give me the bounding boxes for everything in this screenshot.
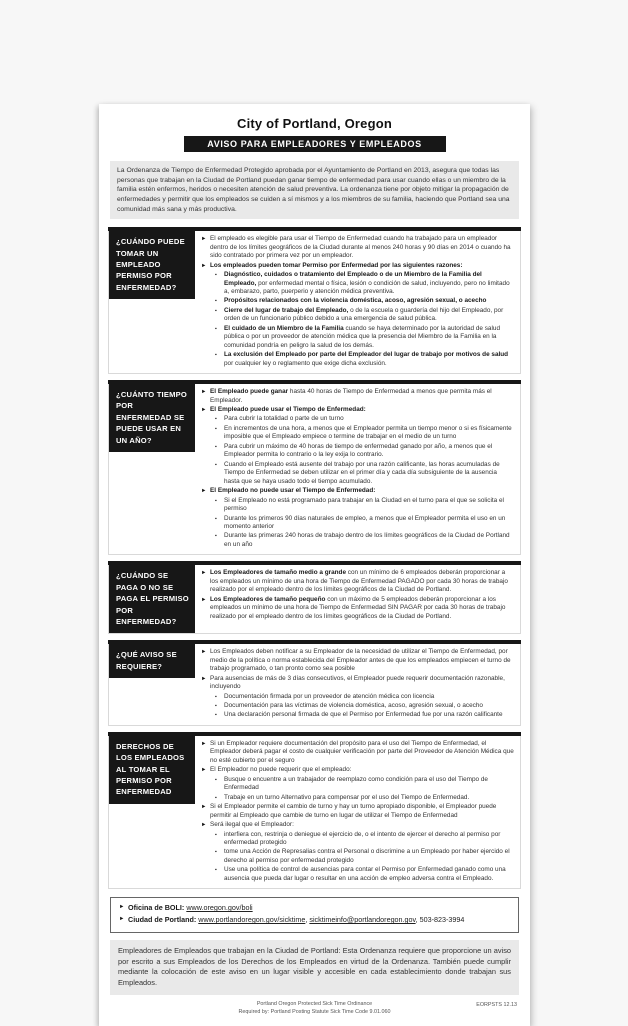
square-bullet-icon: ▪ <box>215 849 217 856</box>
bullet-item <box>201 487 514 496</box>
contact-box <box>110 897 519 933</box>
section-body <box>108 644 521 726</box>
section-cuanto-tiempo <box>108 380 521 555</box>
intro-paragraph: La Ordenanza de Tiempo de Enfermedad Protegido aprobada por el Ayuntamiento de Portland en 2013, asegura que todas las personas que trabajan en la Ciudad de Portland puedan ganar tiempo de enfermedad para usar cuando ellas o un miembro de la familia estén enfermos, heridos o necesiten atención de salud preventiva. La ordenanza tiene por objeto mitigar la propagación de enfermedades y permitir que los empleados se cuiden a sí mismos y a los miembros de su familia, haciendo que Portland sea una comunidad más sana y más productiva. <box>110 161 519 219</box>
bullet-item <box>201 766 514 775</box>
bullet-item <box>215 325 514 350</box>
section-content <box>195 384 520 554</box>
arrow-bullet-icon: ► <box>201 804 207 811</box>
square-bullet-icon: ▪ <box>215 272 217 279</box>
square-bullet-icon: ▪ <box>215 461 217 468</box>
bullet-text: Cierre del lugar de trabajo del Empleado, o de la escuela o guardería del hijo del Empleado, por orden de un funcionario público debido a una emergencia de salud pública. <box>224 306 504 323</box>
section-que-aviso <box>108 640 521 726</box>
square-bullet-icon: ▪ <box>215 831 217 838</box>
bullet-text: Si el Empleado no está programado para trabajar en la Ciudad en el turno para el que se solicita el permiso <box>224 496 504 513</box>
bullet-text: El empleado es elegible para usar el Tiempo de Enfermedad cuando ha trabajado para un empleador dentro de los límites geográficos de la Ciudad durante al menos 240 horas y 90 días en 2014 o cuando ha sido contratado por primera vez por un empleador. <box>210 235 511 260</box>
section-body <box>108 384 521 555</box>
contact-link[interactable]: sicktimeinfo@portlandoregon.gov <box>309 915 416 925</box>
square-bullet-icon: ▪ <box>215 794 217 801</box>
arrow-bullet-icon: ► <box>201 406 207 413</box>
square-bullet-icon: ▪ <box>215 776 217 783</box>
bullet-item <box>201 821 514 830</box>
bullet-text: Diagnóstico, cuidados o tratamiento del Empleado o de un Miembro de la Familia del Empleado, por enfermedad mental o física, lesión o condición de salud, incluyendo, pero no limitado a, embarazo, parto, puerperio y atención médica preventiva. <box>224 271 510 295</box>
bullet-text: Propósitos relacionados con la violencia doméstica, acoso, agresión sexual, o acecho <box>224 297 487 305</box>
square-bullet-icon: ▪ <box>215 425 217 432</box>
contact-link[interactable]: www.portlandoregon.gov/sicktime <box>198 915 306 925</box>
sections-container <box>108 227 521 889</box>
bullet-item <box>215 497 514 514</box>
bullet-text: Use una política de control de ausencias para contar el Permiso por Enfermedad ganado como una ausencia que pueda dar lugar o resultar en una acción de empleo adversa contra el Empleado. <box>224 866 506 882</box>
bullet-text: Para cubrir la totalidad o parte de un turno <box>224 415 344 423</box>
arrow-bullet-icon: ► <box>201 389 207 396</box>
bullet-item <box>215 443 514 460</box>
bullet-item <box>201 648 514 673</box>
bullet-item <box>215 307 514 324</box>
bullet-text: Para cubrir un máximo de 40 horas de tiempo de enfermedad ganado por año, a menos que el Empleador permita lo contrario o la ley exija lo contrario. <box>224 442 493 459</box>
section-content <box>195 736 520 888</box>
bullet-item <box>215 415 514 423</box>
bullet-text: Será ilegal que el Empleador: <box>210 821 294 829</box>
bullet-item <box>215 297 514 305</box>
poster-page <box>99 104 530 1026</box>
bullet-item <box>201 262 514 271</box>
square-bullet-icon: ▪ <box>215 416 217 423</box>
square-bullet-icon: ▪ <box>215 693 217 700</box>
square-bullet-icon: ▪ <box>215 533 217 540</box>
bullet-item <box>215 425 514 442</box>
arrow-bullet-icon: ► <box>201 740 207 747</box>
section-heading: ¿CUÁNDO PUEDE TOMAR UN EMPLEADO PERMISO POR ENFERMEDAD? <box>109 231 195 299</box>
arrow-bullet-icon: ► <box>201 488 207 495</box>
section-content <box>195 231 520 373</box>
square-bullet-icon: ▪ <box>215 703 217 710</box>
bullet-text: Los Empleadores de tamaño pequeño con un máximo de 5 empleados deberán proporcionar a los empleados un mínimo de una hora de Tiempo de Enfermedad SIN PAGAR por cada 30 horas de trabajo realizado por el empleado dentro de los límites geográficos de la Ciudad de Portland. <box>210 595 506 620</box>
fineprint-code: EORPSTS 12.13 <box>476 1001 517 1008</box>
bullet-text: Trabaje en un turno Alternativo para compensar por el uso del Tiempo de Enfermedad. <box>224 793 470 801</box>
section-content <box>195 644 520 725</box>
bullet-text: Los Empleados deben notificar a su Empleador de la necesidad de utilizar el Tiempo de Enfermedad, por medio de la política o norma establecida del Empleador antes de que los empleados empiecen el turno de trabajo programado, o tan pronto como sea posible <box>210 648 511 673</box>
bullet-item <box>215 515 514 532</box>
fineprint-line2: Required by: Portland Posting Statute Sick Time Code 9.01.060 <box>238 1008 391 1015</box>
bullet-text: Los empleados pueden tomar Permiso por Enfermedad por las siguientes razones: <box>210 261 463 269</box>
bullet-item <box>215 848 514 865</box>
contact-link[interactable]: www.oregon.gov/boli <box>186 903 253 913</box>
bullet-text: Durante las primeras 240 horas de trabajo dentro de los límites geográficos de la Ciudad de Portland en un año <box>224 532 510 548</box>
bullet-item <box>215 532 514 549</box>
bullet-item <box>215 351 514 368</box>
bullet-text: Si el Empleador permite el cambio de turno y hay un turno apropiado disponible, el Empleador puede permitir al Empleado que cambie de turno en lugar de utilizar el Tiempo de Enfermedad <box>210 803 497 819</box>
bullet-item <box>201 569 514 594</box>
bullet-text: tome una Acción de Represalias contra el Personal o discrimine a un Empleado por haber ejercido el derecho al permiso por enfermedad protegido <box>224 848 510 864</box>
page-title: City of Portland, Oregon <box>236 116 393 131</box>
bullet-item <box>201 740 514 765</box>
bullet-text: Cuando el Empleado está ausente del trabajo por una razón calificante, las horas acumuladas de Tiempo de Enfermedad se deben utilizar en el primer día y cada día subsiguiente de la ausencia hasta que se haya usado todo el tiempo acumulado. <box>224 460 500 485</box>
bullet-text: Busque o encuentre a un trabajador de reemplazo como condición para el uso del Tiempo de Enfermedad <box>224 775 488 792</box>
section-heading: ¿CUÁNDO SE PAGA O NO SE PAGA EL PERMISO POR ENFERMEDAD? <box>109 565 195 633</box>
arrow-bullet-icon: ► <box>201 236 207 243</box>
bullet-item <box>201 235 514 260</box>
arrow-bullet-icon: ► <box>119 916 125 923</box>
bullet-item <box>215 461 514 486</box>
section-heading: ¿CUÁNTO TIEMPO POR ENFERMEDAD SE PUEDE USAR EN UN AÑO? <box>109 384 195 452</box>
bullet-text: La exclusión del Empleado por parte del Empleador del lugar de trabajo por motivos de salud por cualquier ley o reglamento que exige dicha exclusión. <box>224 351 509 367</box>
bullet-text: El Empleado puede usar el Tiempo de Enfermedad: <box>210 405 366 413</box>
bullet-item <box>215 866 514 883</box>
square-bullet-icon: ▪ <box>215 515 217 522</box>
arrow-bullet-icon: ► <box>119 904 125 911</box>
arrow-bullet-icon: ► <box>201 570 207 577</box>
section-cuando-puede-tomar <box>108 227 521 374</box>
square-bullet-icon: ▪ <box>215 497 217 504</box>
square-bullet-icon: ▪ <box>215 443 217 450</box>
bullet-text: El Empleado puede ganar hasta 40 horas de Tiempo de Enfermedad a menos que permita más el Empleador. <box>210 388 492 404</box>
square-bullet-icon: ▪ <box>215 298 217 305</box>
bullet-text: El cuidado de un Miembro de la Familia cuando se haya determinado por la autoridad de salud pública o por un proveedor de atención médica que la presencia del Miembro de la Familia en la comunidad pondría en peligro la salud de los demás. <box>224 324 500 349</box>
bullet-text: Una declaración personal firmada de que el Permiso por Enfermedad fue por una razón calificante <box>224 711 503 719</box>
bullet-item <box>201 388 514 405</box>
section-derechos <box>108 732 521 889</box>
bullet-item <box>201 596 514 621</box>
square-bullet-icon: ▪ <box>215 712 217 719</box>
arrow-bullet-icon: ► <box>201 822 207 829</box>
bullet-text: Durante los primeros 90 días naturales de empleo, a menos que el Empleador permita el uso en un momento anterior <box>224 514 506 530</box>
bullet-text: Documentación para las víctimas de violencia doméstica, acoso, agresión sexual, o acecho <box>224 702 483 710</box>
bullet-item <box>215 831 514 848</box>
section-body <box>108 565 521 634</box>
bullet-text: En incrementos de una hora, a menos que el Empleador permita un tiempo menor o si es físicamente imposible que el Empleado empiece o termine de trabajar en el medio de un turno <box>224 424 512 441</box>
bullet-text: Los Empleadores de tamaño medio a grande con un mínimo de 6 empleados deberán proporcionar a los empleados un mínimo de una hora de Tiempo de Enfermedad PAGADO por cada 30 horas de trabajo realizado por el empleado dentro de los límites geográficos de la Ciudad de Portland. <box>210 569 508 594</box>
bullet-item <box>215 794 514 802</box>
header-banner: AVISO PARA EMPLEADORES Y EMPLEADOS <box>184 136 446 152</box>
fineprint-row <box>108 1000 521 1018</box>
contact-item <box>119 903 510 914</box>
square-bullet-icon: ▪ <box>215 352 217 359</box>
bullet-text: Documentación firmada por un proveedor de atención médica con licencia <box>224 692 435 700</box>
arrow-bullet-icon: ► <box>201 262 207 269</box>
bullet-item <box>215 702 514 710</box>
bullet-item <box>201 675 514 692</box>
employer-notice: Empleadores de Empleados que trabajan en la Ciudad de Portland: Esta Ordenanza requiere que proporcione un aviso por escrito a sus Empleados de los Derechos de los Empleados en virtud de la Ordenanza. También puede cumplir mediante la colocación de este aviso en un lugar visible y accesible en cada establecimiento donde trabajan sus Empleados. <box>110 940 519 995</box>
bullet-text: El Empleado no puede usar el Tiempo de Enfermedad: <box>210 487 376 495</box>
bullet-item <box>215 711 514 719</box>
square-bullet-icon: ▪ <box>215 867 217 874</box>
arrow-bullet-icon: ► <box>201 649 207 656</box>
section-heading: DERECHOS DE LOS EMPLEADOS AL TOMAR EL PERMISO POR ENFERMEDAD <box>109 736 195 804</box>
bullet-item <box>215 776 514 793</box>
bullet-text: El Empleador no puede requerir que el empleado: <box>210 766 352 774</box>
bullet-text: interfiera con, restrinja o deniegue el ejercicio de, o el intento de ejercer el derecho al permiso por enfermedad protegido <box>224 830 501 847</box>
bullet-item <box>201 406 514 415</box>
section-heading: ¿QUÉ AVISO SE REQUIERE? <box>109 644 195 678</box>
section-body <box>108 231 521 374</box>
fineprint-line1: Portland Oregon Protected Sick Time Ordinance <box>256 1000 373 1007</box>
section-body <box>108 736 521 889</box>
square-bullet-icon: ▪ <box>215 307 217 314</box>
arrow-bullet-icon: ► <box>201 767 207 774</box>
bullet-item <box>215 271 514 296</box>
bullet-text: Si un Empleador requiere documentación del propósito para el uso del Tiempo de Enfermedad, el Empleador deberá pagar el costo de cualquier verificación por parte del Proveedor de Atención Médica que no esté cubierto por el seguro <box>210 739 514 764</box>
contact-item <box>119 915 510 926</box>
contact-text: Oficina de BOLI: www.oregon.gov/boli <box>128 903 253 913</box>
arrow-bullet-icon: ► <box>201 596 207 603</box>
bullet-text: Para ausencias de más de 3 días consecutivos, el Empleador puede requerir documentación razonable, incluyendo <box>210 674 505 691</box>
square-bullet-icon: ▪ <box>215 325 217 332</box>
section-cuando-se-paga <box>108 561 521 634</box>
section-content <box>195 565 520 626</box>
contact-text: Ciudad de Portland: www.portlandoregon.gov/sicktime, sicktimeinfo@portlandoregon.gov, 503-823-3994 <box>128 915 465 925</box>
bullet-item <box>215 693 514 701</box>
bullet-item <box>201 803 514 820</box>
arrow-bullet-icon: ► <box>201 675 207 682</box>
fineprint-center <box>239 1000 391 1016</box>
